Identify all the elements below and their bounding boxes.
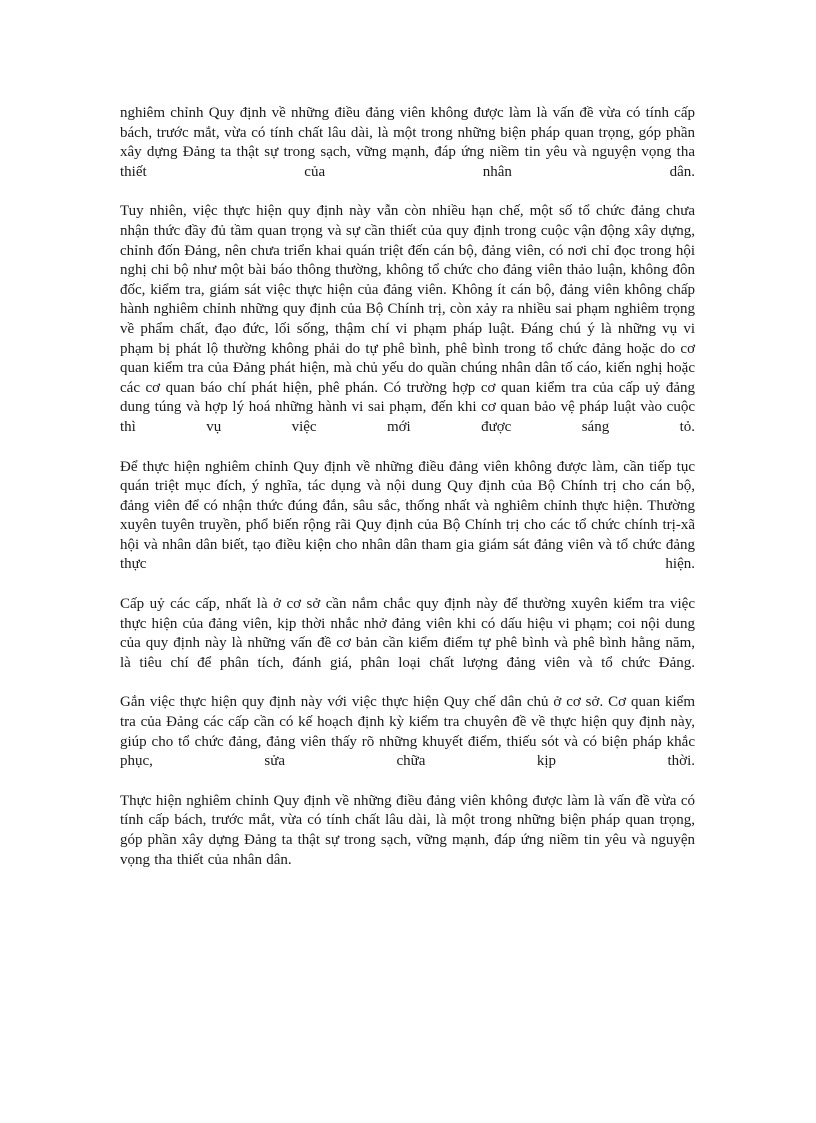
- document-body: [120, 104, 695, 890]
- paragraph-2: Tuy nhiên, việc thực hiện quy định này vẫn còn nhiều hạn chế, một số tổ chức đảng chưa nhận thức đầy đủ tầm quan trọng và sự cần thiết của quy định trong cuộc vận động xây dựng, chỉnh đốn Đảng, nên chưa triển khai quán triệt đến cán bộ, đảng viên, có nơi chỉ đọc trong hội nghị chi bộ như một bài báo thông thường, không tổ chức cho đảng viên thảo luận, không đôn đốc, kiểm tra, giám sát việc thực hiện của đảng viên. Không ít cán bộ, đảng viên không chấp hành nghiêm chỉnh những quy định của Bộ Chính trị, còn xảy ra nhiều sai phạm nghiêm trọng về phẩm chất, đạo đức, lối sống, thậm chí vi phạm pháp luật. Đáng chú ý là những vụ vi phạm bị phát lộ thường không phải do tự phê bình, phê bình trong tổ chức đảng hoặc do cơ quan kiểm tra của Đảng phát hiện, mà chủ yếu do quần chúng nhân dân tố cáo, kiến nghị hoặc các cơ quan báo chí phát hiện, phê phán. Có trường hợp cơ quan kiểm tra của cấp uỷ đảng dung túng và hợp lý hoá những hành vi sai phạm, đến khi cơ quan bảo vệ pháp luật vào cuộc thì vụ việc mới được sáng tỏ.: [120, 203, 695, 435]
- paragraph-5: Gắn việc thực hiện quy định này với việc thực hiện Quy chế dân chủ ở cơ sở. Cơ quan kiểm tra của Đảng các cấp cần có kế hoạch định kỳ kiểm tra chuyên đề về thực hiện quy định này, giúp cho tổ chức đảng, đảng viên thấy rõ những khuyết điểm, thiếu sót và có biện pháp khắc phục, sửa chữa kịp thời.: [120, 694, 695, 770]
- paragraph-4: Cấp uỷ các cấp, nhất là ở cơ sở cần nắm chắc quy định này để thường xuyên kiểm tra việc thực hiện của đảng viên, kịp thời nhắc nhở đảng viên khi có dấu hiệu vi phạm; coi nội dung của quy định này là những vấn đề cơ bản cần kiểm điểm tự phê bình và phê bình hằng năm, là tiêu chí để phân tích, đánh giá, phân loại chất lượng đảng viên và tổ chức Đảng.: [120, 596, 695, 671]
- paragraph-1: nghiêm chỉnh Quy định về những điều đảng viên không được làm là vấn đề vừa có tính cấp bách, trước mắt, vừa có tính chất lâu dài, là một trong những biện pháp quan trọng, góp phần xây dựng Đảng ta thật sự trong sạch, vững mạnh, đáp ứng niềm tin yêu và nguyện vọng tha thiết của nhân dân.: [120, 105, 695, 180]
- paragraph-6: Thực hiện nghiêm chỉnh Quy định về những điều đảng viên không được làm là vấn đề vừa có tính cấp bách, trước mắt, vừa có tính chất lâu dài, là một trong những biện pháp quan trọng, góp phần xây dựng Đảng ta thật sự trong sạch, vững mạnh, đáp ứng niềm tin yêu và nguyện vọng tha thiết của nhân dân.: [120, 792, 695, 868]
- paragraph-3: Để thực hiện nghiêm chỉnh Quy định về những điều đảng viên không được làm, cần tiếp tục quán triệt mục đích, ý nghĩa, tác dụng và nội dung Quy định của Bộ Chính trị cho cán bộ, đảng viên để có nhận thức đúng đắn, sâu sắc, thống nhất và nghiêm chỉnh thực hiện. Thường xuyên tuyên truyền, phổ biến rộng rãi Quy định của Bộ Chính trị cho các tổ chức chính trị-xã hội và nhân dân biết, tạo điều kiện cho nhân dân tham gia giám sát đảng viên và tổ chức đảng thực hiện.: [120, 458, 695, 573]
